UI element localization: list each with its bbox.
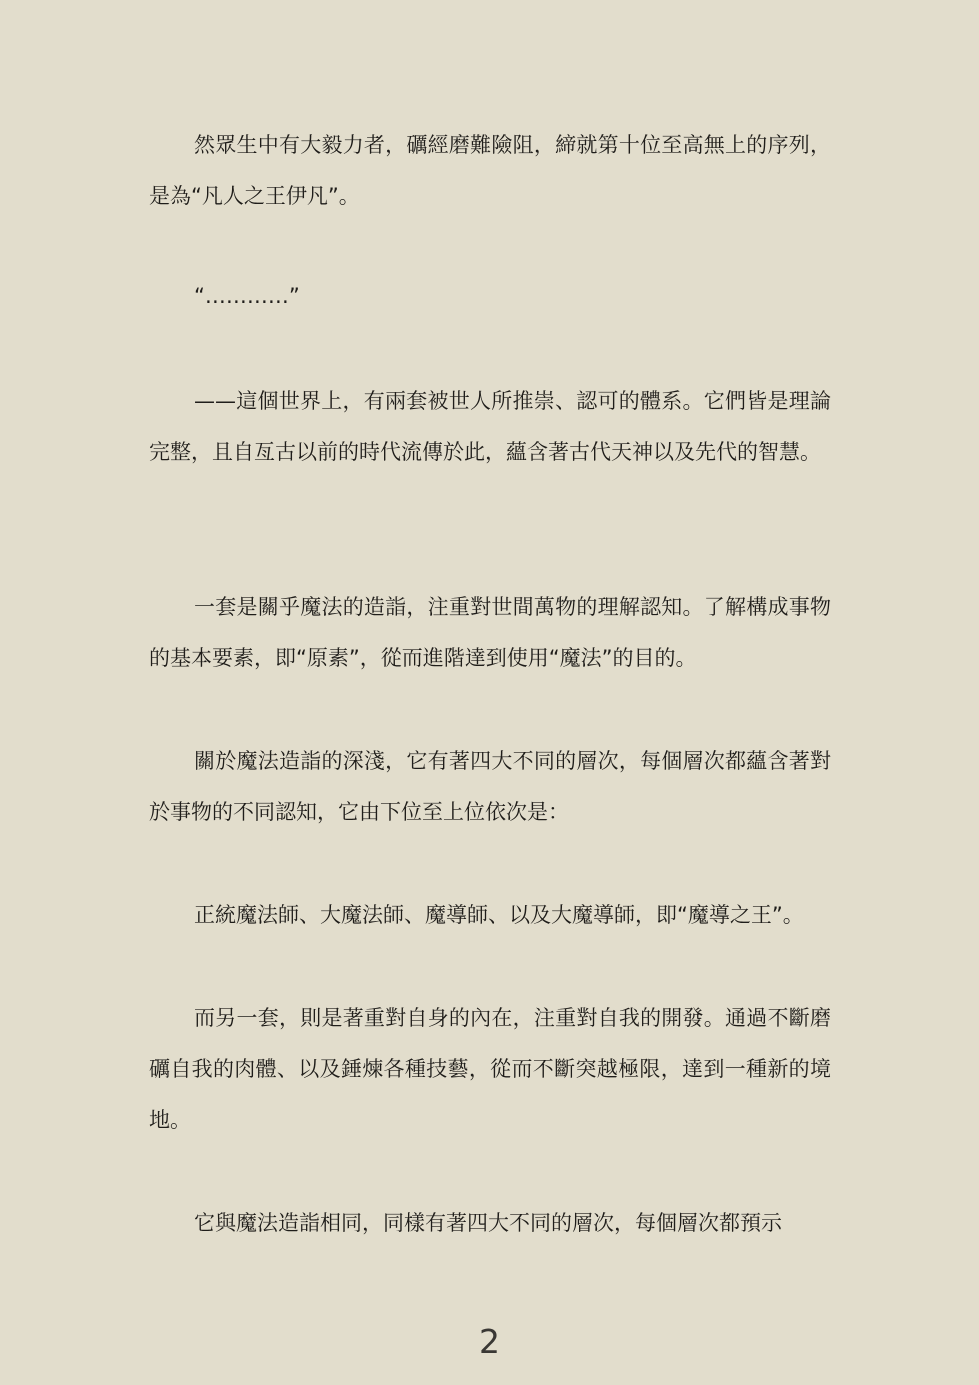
paragraph-4: 一套是關乎魔法的造詣，注重對世間萬物的理解認知。了解構成事物的基本要素，即“原素”，從而進階達到使用“魔法”的目的。 bbox=[149, 595, 831, 670]
paragraph-3: ——這個世界上，有兩套被世人所推崇、認可的體系。它們皆是理論完整，且自亙古以前的時代流傳於此，蘊含著古代天神以及先代的智慧。 bbox=[149, 389, 831, 464]
paragraph-7: 而另一套，則是著重對自身的內在，注重對自我的開發。通過不斷磨礪自我的肉體、以及錘煉各種技藝，從而不斷突越極限，達到一種新的境地。 bbox=[149, 1006, 831, 1132]
page-number: 2 bbox=[479, 1322, 500, 1361]
paragraph-1: 然眾生中有大毅力者，礪經磨難險阻，締就第十位至高無上的序列，是為“凡人之王伊凡”。 bbox=[149, 133, 831, 208]
paragraph-5: 關於魔法造詣的深淺，它有著四大不同的層次，每個層次都蘊含著對於事物的不同認知，它由下位至上位依次是： bbox=[149, 749, 831, 824]
paragraph-8: 它與魔法造詣相同，同樣有著四大不同的層次，每個層次都預示 bbox=[194, 1211, 782, 1235]
paragraph-2: “…………” bbox=[194, 284, 300, 308]
paragraph-6: 正統魔法師、大魔法師、魔導師、以及大魔導師，即“魔導之王”。 bbox=[194, 903, 804, 927]
